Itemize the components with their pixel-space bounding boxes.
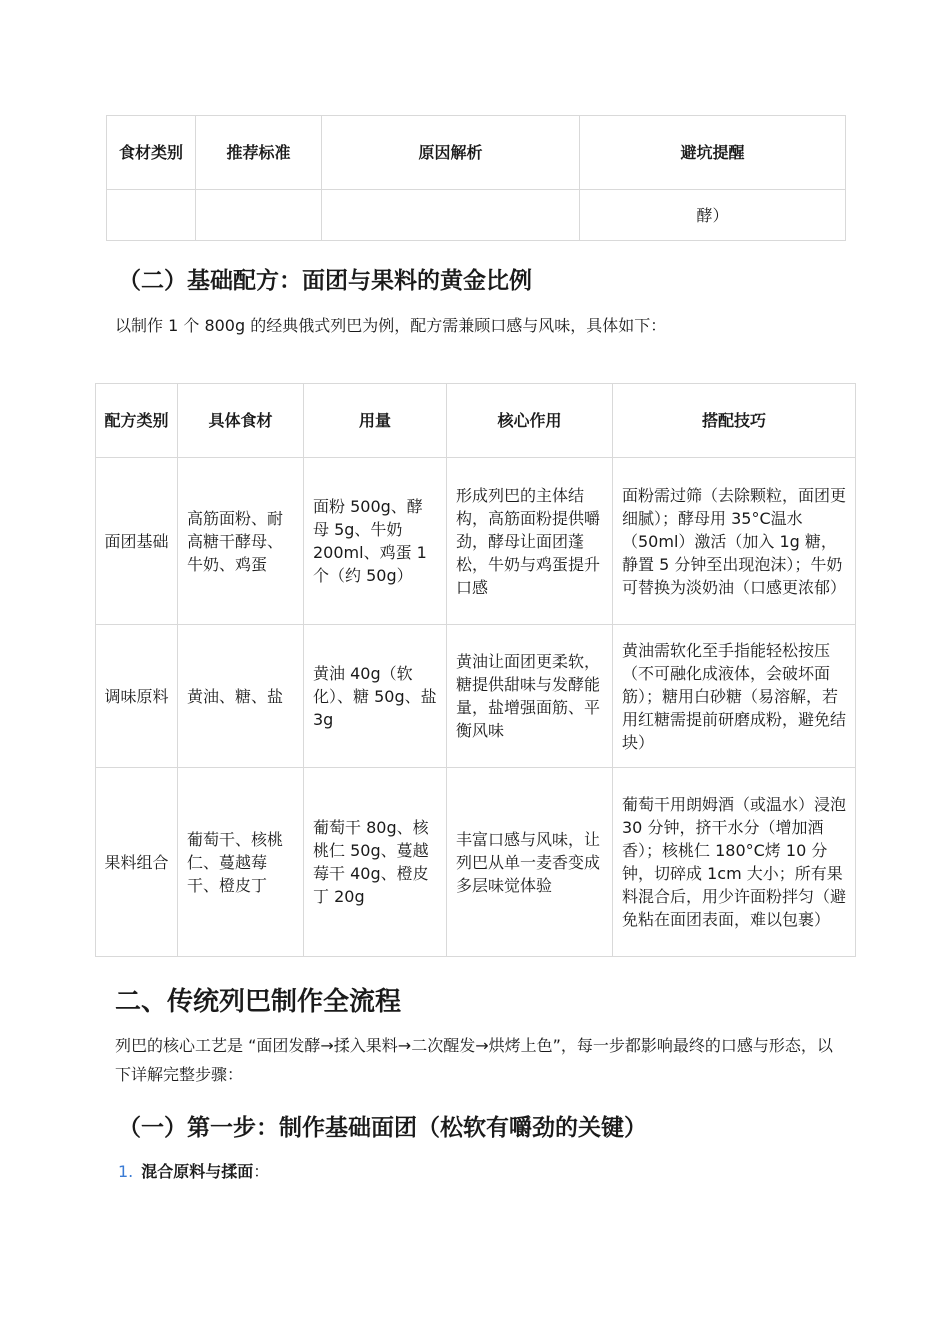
table-row: [107, 190, 846, 241]
list-item-suffix: ：: [253, 1162, 270, 1181]
table-cell: 果料组合: [96, 768, 178, 957]
table-cell: 高筋面粉、耐高糖干酵母、牛奶、鸡蛋: [178, 458, 304, 625]
table-cell: 葡萄干用朗姆酒（或温水）浸泡 30 分钟，挤干水分（增加酒香）；核桃仁 180°C烤 10 分钟，切碎成 1cm 大小；所有果料混合后，用少许面粉拌匀（避免粘在面团表面，难以包裹）: [613, 768, 856, 957]
header-amount: 用量: [304, 384, 447, 458]
header-pairing-tips: 搭配技巧: [613, 384, 856, 458]
header-pitfall-reminder: 避坑提醒: [580, 116, 846, 190]
table-cell: 面粉需过筛（去除颗粒，面团更细腻）；酵母用 35°C温水（50ml）激活（加入 1g 糖，静置 5 分钟至出现泡沫）；牛奶可替换为淡奶油（口感更浓郁）: [613, 458, 856, 625]
table-cell: 酵）: [580, 190, 846, 241]
chapter-intro: 列巴的核心工艺是 “面团发酵→揉入果料→二次醒发→烘烤上色”，每一步都影响最终的口感与形态，以下详解完整步骤：: [115, 1036, 833, 1084]
header-recommended-standard: 推荐标准: [196, 116, 322, 190]
table-cell: [322, 190, 580, 241]
table-row: [96, 625, 856, 768]
table-cell: [107, 190, 196, 241]
header-recipe-category: 配方类别: [96, 384, 178, 458]
step1-title: （一）第一步：制作基础面团（松软有嚼劲的关键）: [118, 1115, 647, 1141]
header-ingredient-category: 食材类别: [107, 116, 196, 190]
table-cell: 葡萄干、核桃仁、蔓越莓干、橙皮丁: [178, 768, 304, 957]
table-cell: 调味原料: [96, 625, 178, 768]
table-cell: 黄油让面团更柔软，糖提供甜味与发酵能量，盐增强面筋、平衡风味: [447, 625, 613, 768]
table-cell: 黄油 40g（软化）、糖 50g、盐 3g: [304, 625, 447, 768]
table-cell: 丰富口感与风味，让列巴从单一麦香变成多层味觉体验: [447, 768, 613, 957]
table-cell: 形成列巴的主体结构，高筋面粉提供嚼劲，酵母让面团蓬松，牛奶与鸡蛋提升口感: [447, 458, 613, 625]
recipe-table: [95, 383, 856, 957]
table-cell: [196, 190, 322, 241]
section-intro-base-recipe: 以制作 1 个 800g 的经典俄式列巴为例，配方需兼顾口感与风味，具体如下：: [115, 316, 667, 335]
table-row: [96, 458, 856, 625]
header-reason-analysis: 原因解析: [322, 116, 580, 190]
chapter-title: 二、传统列巴制作全流程: [115, 987, 402, 1017]
table-cell: 黄油需软化至手指能轻松按压（不可融化成液体，会破坏面筋）；糖用白砂糖（易溶解，若用红糖需提前研磨成粉，避免结块）: [613, 625, 856, 768]
list-number: 1.: [118, 1162, 134, 1181]
table-row: [96, 768, 856, 957]
table-header-row: [107, 116, 846, 190]
table-cell: 面团基础: [96, 458, 178, 625]
table-cell: 黄油、糖、盐: [178, 625, 304, 768]
header-ingredients: 具体食材: [178, 384, 304, 458]
table-header-row: [96, 384, 856, 458]
ingredient-standards-table: [106, 115, 846, 241]
table-cell: 葡萄干 80g、核桃仁 50g、蔓越莓干 40g、橙皮丁 20g: [304, 768, 447, 957]
section-title-base-recipe: （二）基础配方：面团与果料的黄金比例: [118, 268, 532, 294]
list-item: [118, 1160, 269, 1184]
table-cell: 面粉 500g、酵母 5g、牛奶 200ml、鸡蛋 1 个（约 50g）: [304, 458, 447, 625]
header-core-function: 核心作用: [447, 384, 613, 458]
list-item-label: 混合原料与揉面: [141, 1162, 254, 1181]
